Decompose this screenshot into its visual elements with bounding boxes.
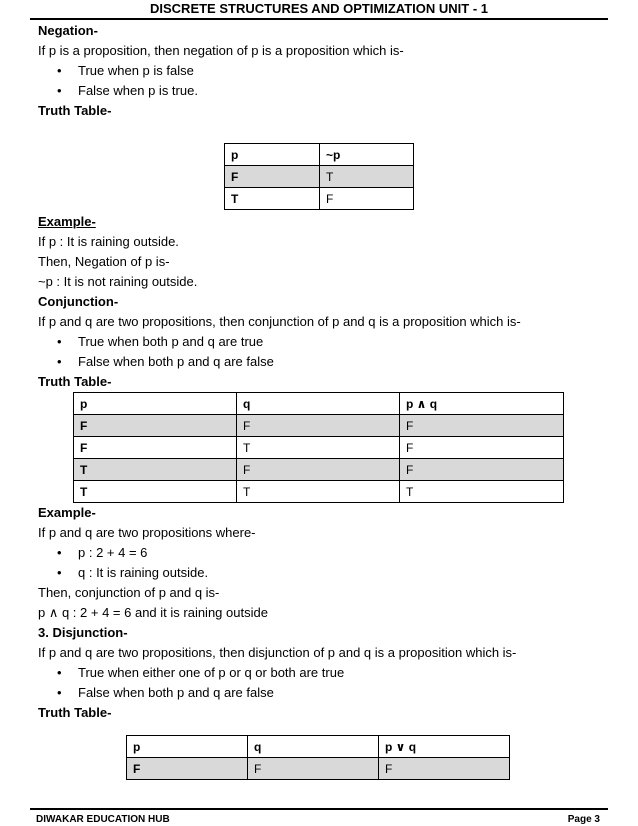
- example-line: If p : It is raining outside.: [38, 234, 179, 249]
- disjunction-table-label: Truth Table-: [38, 705, 112, 720]
- table-cell: F: [225, 166, 320, 188]
- page-footer: [30, 808, 608, 825]
- table-row: [127, 758, 510, 780]
- table-cell: F: [74, 437, 237, 459]
- page-content: [38, 21, 608, 780]
- example-bullet-2: • q : It is raining outside.: [38, 563, 608, 583]
- table-cell: F: [237, 459, 400, 481]
- example-intro: If p and q are two propositions where-: [38, 525, 256, 540]
- bullet-icon: •: [57, 83, 62, 98]
- table-header-cell: q: [248, 736, 379, 758]
- negation-truth-table: [224, 143, 414, 210]
- conjunction-intro: If p and q are two propositions, then conjunction of p and q is a proposition which is-: [38, 314, 521, 329]
- page-number: Page 3: [567, 814, 600, 825]
- table-header-row: [225, 144, 414, 166]
- table-header-cell: p ∧ q: [400, 393, 564, 415]
- table-row: [225, 166, 414, 188]
- table-cell: T: [237, 437, 400, 459]
- disjunction-bullet-2: • False when both p and q are false: [38, 683, 608, 703]
- example-heading: Example-: [38, 505, 96, 520]
- example-line: Then, conjunction of p and q is-: [38, 585, 220, 600]
- example-heading: Example-: [38, 214, 96, 229]
- table-cell: F: [127, 758, 248, 780]
- table-row: [74, 481, 564, 503]
- table-cell: T: [74, 459, 237, 481]
- table-cell: F: [74, 415, 237, 437]
- example-line: ~p : It is not raining outside.: [38, 274, 198, 289]
- bullet-icon: •: [57, 545, 62, 560]
- table-cell: F: [379, 758, 510, 780]
- negation-table-label: Truth Table-: [38, 103, 112, 118]
- bullet-icon: •: [57, 565, 62, 580]
- conjunction-truth-table: [73, 392, 564, 503]
- conjunction-heading: Conjunction-: [38, 294, 119, 309]
- negation-bullet-2: • False when p is true.: [38, 81, 608, 101]
- table-header-cell: p ∨ q: [379, 736, 510, 758]
- table-cell: T: [320, 166, 414, 188]
- table-row: [74, 415, 564, 437]
- disjunction-bullet-1: • True when either one of p or q or both are true: [38, 663, 608, 683]
- disjunction-heading: 3. Disjunction-: [38, 625, 128, 640]
- table-row: [74, 437, 564, 459]
- conjunction-bullet-2: • False when both p and q are false: [38, 352, 608, 372]
- disjunction-intro: If p and q are two propositions, then disjunction of p and q is a proposition which is-: [38, 645, 517, 660]
- footer-publisher: DIWAKAR EDUCATION HUB: [36, 814, 170, 825]
- table-header-cell: p: [74, 393, 237, 415]
- table-header-cell: p: [127, 736, 248, 758]
- example-line: p ∧ q : 2 + 4 = 6 and it is raining outside: [38, 605, 268, 620]
- table-cell: F: [400, 459, 564, 481]
- conjunction-table-label: Truth Table-: [38, 374, 112, 389]
- conjunction-bullet-1: • True when both p and q are true: [38, 332, 608, 352]
- table-cell: F: [400, 437, 564, 459]
- example-line: Then, Negation of p is-: [38, 254, 170, 269]
- table-header-cell: q: [237, 393, 400, 415]
- table-row: [225, 188, 414, 210]
- table-cell: F: [400, 415, 564, 437]
- bullet-icon: •: [57, 334, 62, 349]
- example-bullet-1: • p : 2 + 4 = 6: [38, 543, 608, 563]
- table-header-cell: p: [225, 144, 320, 166]
- table-cell: T: [225, 188, 320, 210]
- table-cell: T: [74, 481, 237, 503]
- negation-intro: If p is a proposition, then negation of p is a proposition which is-: [38, 43, 404, 58]
- table-header-cell: ~p: [320, 144, 414, 166]
- table-cell: F: [320, 188, 414, 210]
- negation-heading: Negation-: [38, 23, 98, 38]
- table-cell: T: [400, 481, 564, 503]
- bullet-icon: •: [57, 685, 62, 700]
- table-cell: T: [237, 481, 400, 503]
- table-row: [74, 459, 564, 481]
- bullet-icon: •: [57, 665, 62, 680]
- bullet-icon: •: [57, 63, 62, 78]
- table-cell: F: [248, 758, 379, 780]
- table-cell: F: [237, 415, 400, 437]
- table-header-row: [74, 393, 564, 415]
- table-header-row: [127, 736, 510, 758]
- page-header: DISCRETE STRUCTURES AND OPTIMIZATION UNIT - 1: [30, 0, 608, 20]
- disjunction-truth-table: [126, 735, 510, 780]
- negation-bullet-1: • True when p is false: [38, 61, 608, 81]
- bullet-icon: •: [57, 354, 62, 369]
